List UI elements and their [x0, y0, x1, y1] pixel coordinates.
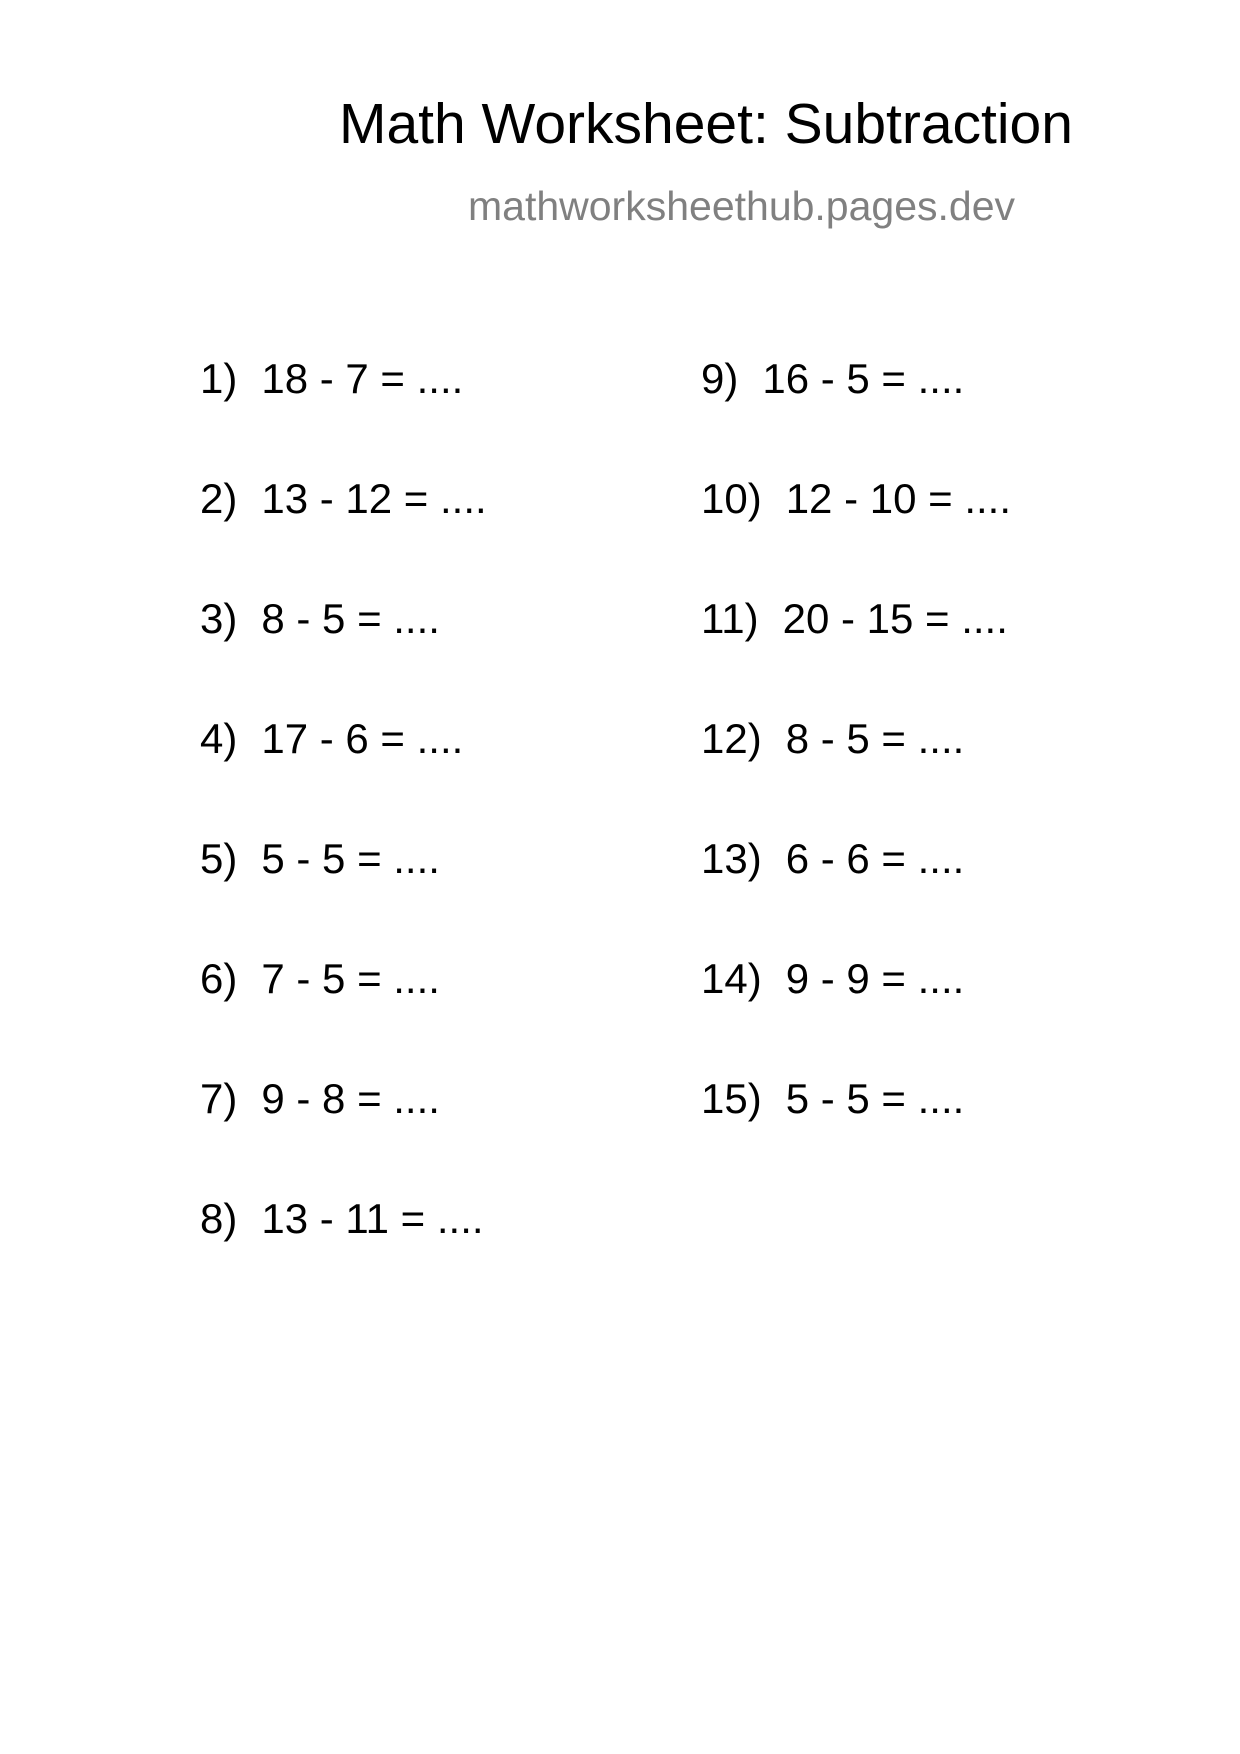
problem-number: 3) [200, 595, 238, 642]
problem-number: 2) [200, 475, 238, 522]
problem-number: 4) [200, 715, 238, 762]
problem-number: 11) [701, 595, 759, 642]
problem-expression: 16 - 5 = .... [762, 355, 965, 402]
problem-expression: 9 - 8 = .... [261, 1075, 440, 1122]
problem-number: 7) [200, 1075, 238, 1122]
problem-expression: 7 - 5 = .... [261, 955, 440, 1002]
problem-item [200, 1195, 484, 1242]
problem-item [200, 595, 440, 642]
worksheet-title: Math Worksheet: Subtraction [339, 92, 1073, 156]
problem-number: 9) [701, 355, 739, 402]
problem-expression: 5 - 5 = .... [261, 835, 440, 882]
problem-expression: 13 - 11 = .... [261, 1195, 484, 1242]
problem-number: 1) [200, 355, 238, 402]
problem-expression: 20 - 15 = .... [782, 595, 1008, 642]
problem-number: 15) [701, 1075, 762, 1122]
problem-item [200, 355, 464, 402]
problem-expression: 9 - 9 = .... [785, 955, 965, 1002]
problem-item [701, 595, 1008, 642]
problem-item [200, 955, 440, 1002]
problem-item [701, 955, 965, 1002]
problem-expression: 8 - 5 = .... [785, 715, 965, 762]
problem-number: 8) [200, 1195, 238, 1242]
problem-item [701, 475, 1012, 522]
problem-item [200, 475, 487, 522]
problem-expression: 6 - 6 = .... [785, 835, 965, 882]
problem-number: 12) [701, 715, 762, 762]
problem-item [701, 355, 965, 402]
problem-number: 5) [200, 835, 238, 882]
problem-number: 10) [701, 475, 762, 522]
problem-item [200, 835, 440, 882]
problem-number: 13) [701, 835, 762, 882]
problem-expression: 8 - 5 = .... [261, 595, 440, 642]
problem-item [701, 715, 965, 762]
site-url: mathworksheethub.pages.dev [468, 183, 1016, 229]
problem-expression: 5 - 5 = .... [785, 1075, 965, 1122]
problem-item [701, 835, 965, 882]
problem-number: 14) [701, 955, 762, 1002]
problem-expression: 17 - 6 = .... [261, 715, 464, 762]
problem-item [200, 715, 464, 762]
problem-item [701, 1075, 965, 1122]
problem-expression: 12 - 10 = .... [785, 475, 1012, 522]
problem-expression: 13 - 12 = .... [261, 475, 487, 522]
problem-number: 6) [200, 955, 238, 1002]
problem-item [200, 1075, 440, 1122]
problem-expression: 18 - 7 = .... [261, 355, 464, 402]
